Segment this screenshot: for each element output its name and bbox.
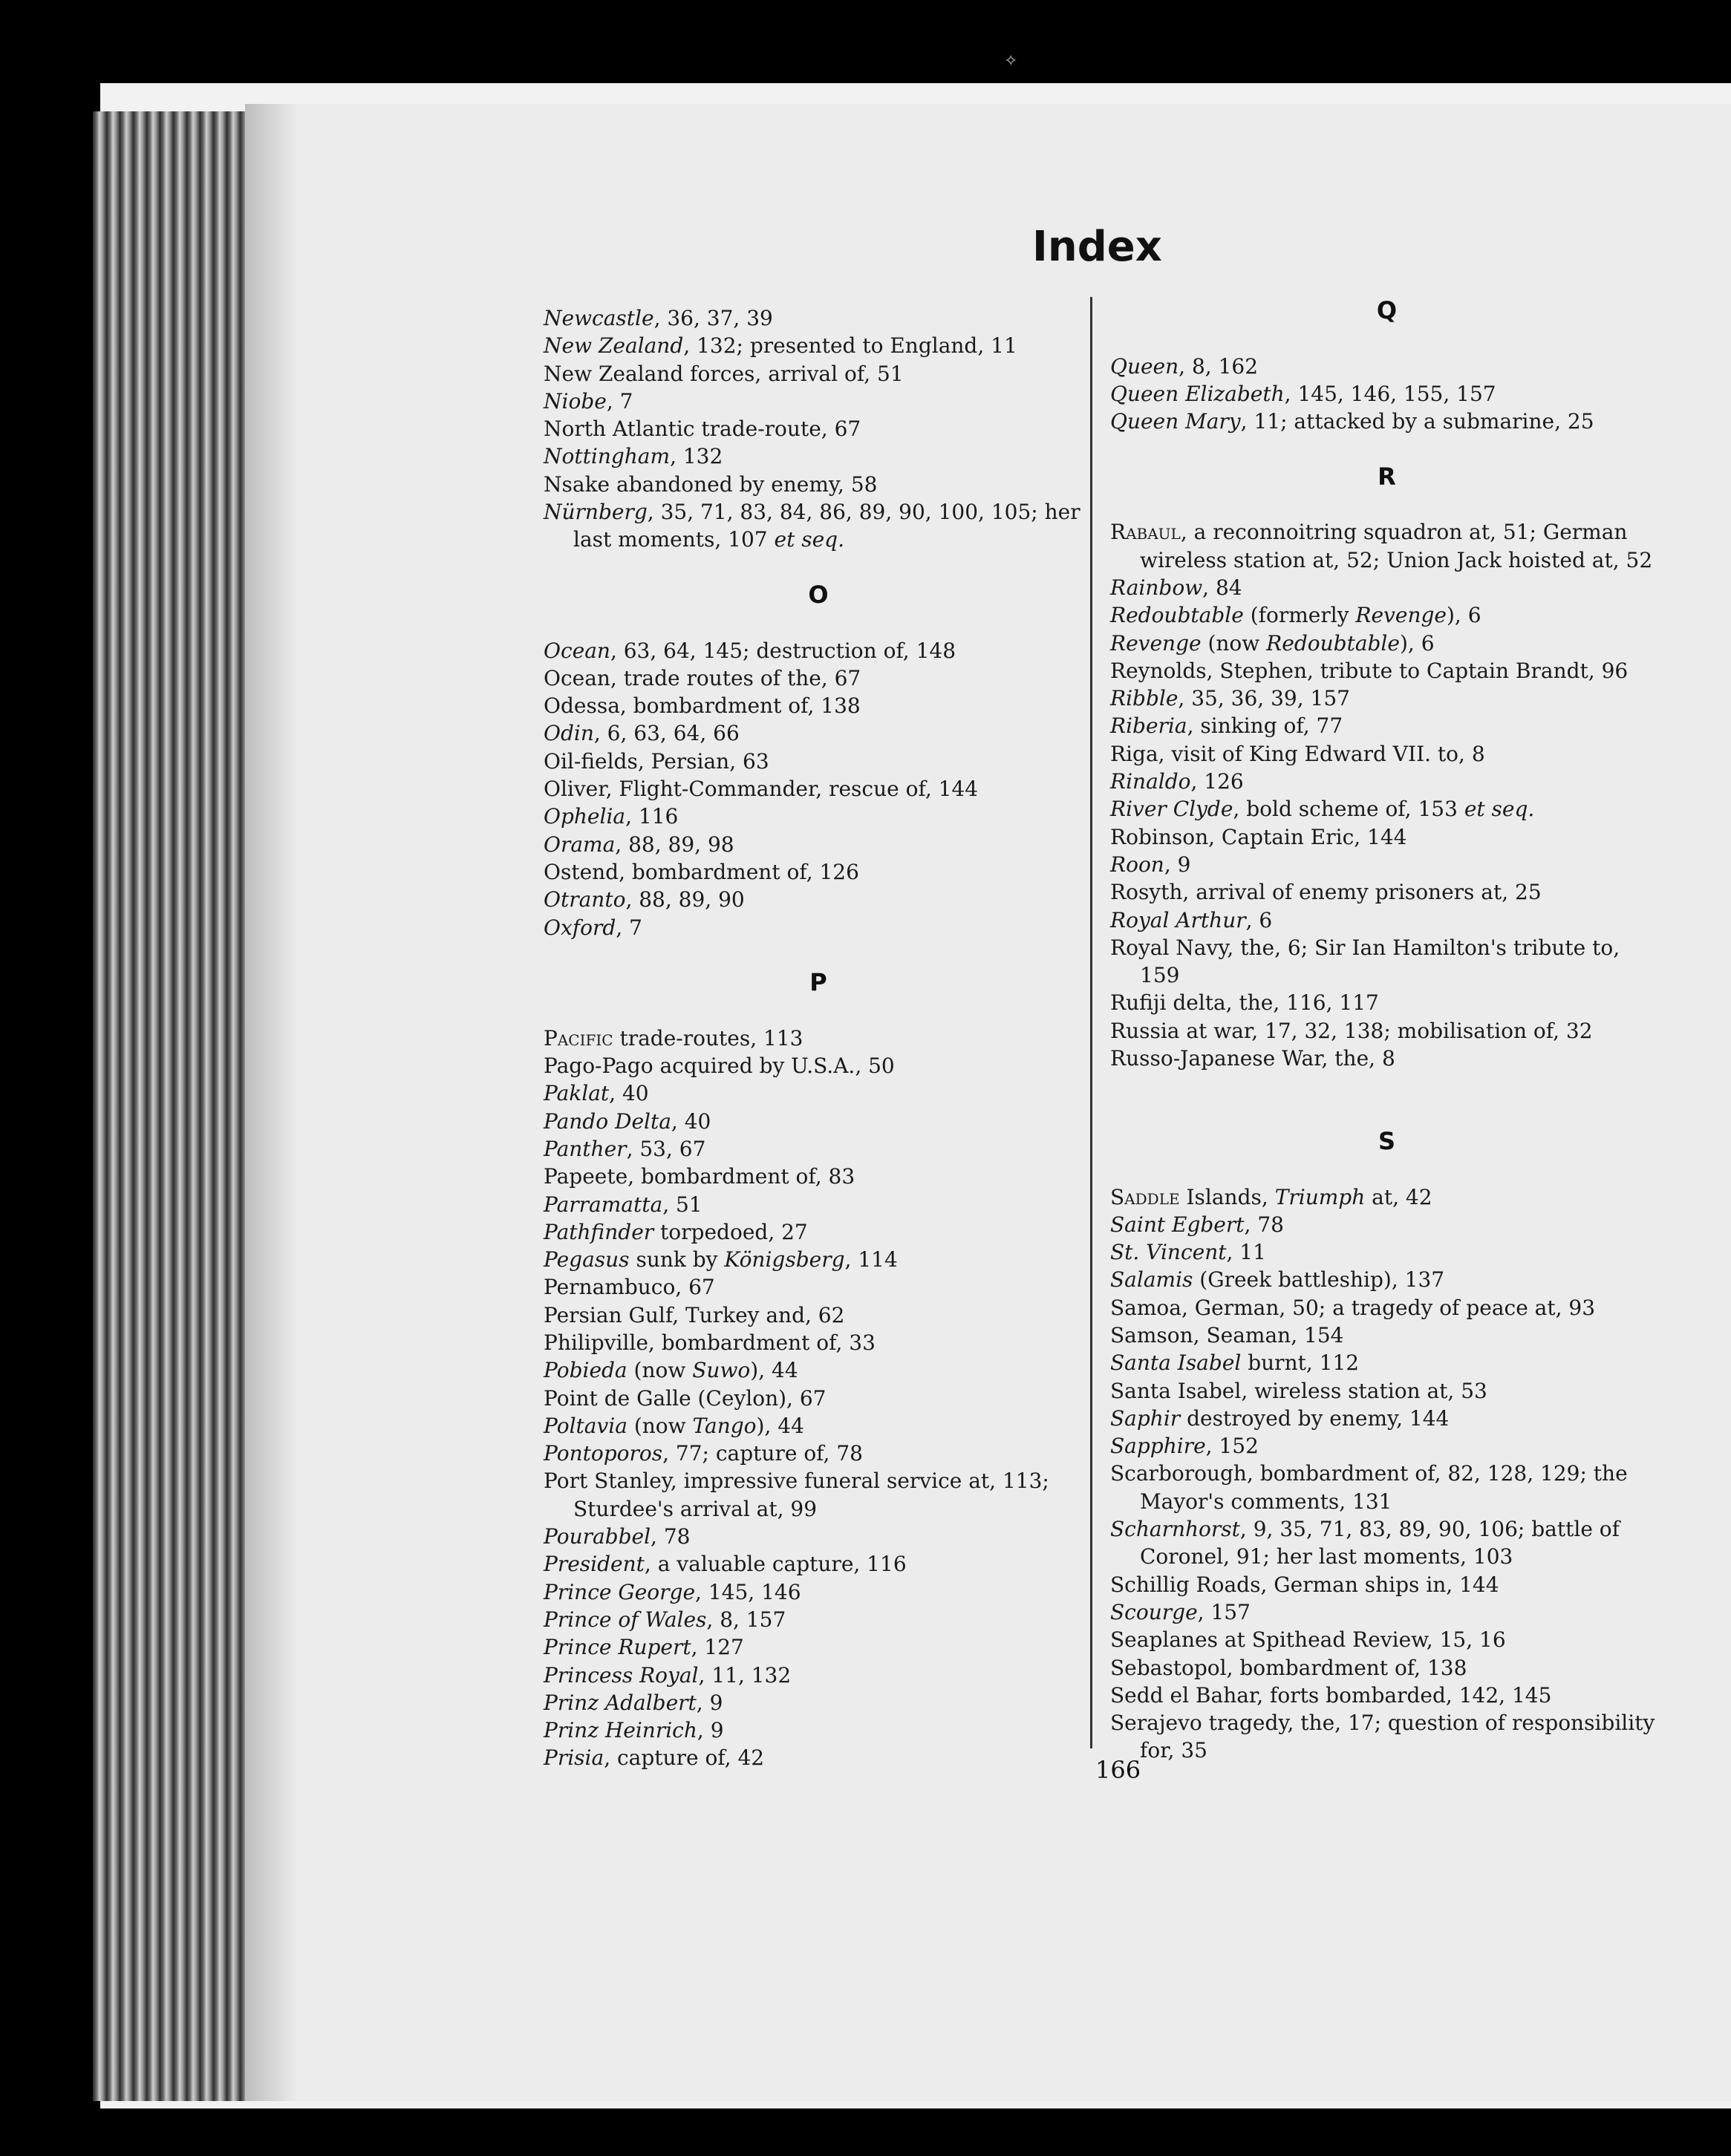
section-letter: Q [1376, 296, 1398, 324]
index-entry: Russia at war, 17, 32, 138; mobilisation of, 32 [1110, 1018, 1593, 1043]
index-entry: Saddle Islands, Triumph at, 42 [1110, 1184, 1432, 1209]
spacer [1110, 491, 1663, 518]
index-entry: Orama, 88, 89, 98 [544, 832, 734, 857]
index-entry: Otranto, 88, 89, 90 [544, 887, 745, 912]
index-entry: Odin, 6, 63, 64, 66 [544, 721, 740, 746]
index-entry: Persian Gulf, Turkey and, 62 [544, 1302, 845, 1327]
index-entry: Salamis (Greek battleship), 137 [1110, 1267, 1445, 1293]
spacer [544, 941, 1093, 969]
index-entry: Queen, 8, 162 [1110, 353, 1259, 379]
index-entry: Prince of Wales, 8, 157 [544, 1607, 786, 1632]
section-letter: S [1378, 1126, 1396, 1155]
index-entry: Samson, Seaman, 154 [1110, 1322, 1344, 1348]
index-entry: Prinz Heinrich, 9 [544, 1718, 724, 1743]
index-entry: Scourge, 157 [1110, 1599, 1251, 1624]
index-entry: Riberia, sinking of, 77 [1110, 713, 1343, 739]
index-entry: Pacific trade-routes, 113 [544, 1025, 803, 1051]
spacer [1110, 1072, 1663, 1100]
index-entry: Ribble, 35, 36, 39, 157 [1110, 686, 1350, 711]
index-entry: Odessa, bombardment of, 138 [544, 693, 861, 719]
index-entry: Queen Elizabeth, 145, 146, 155, 157 [1110, 381, 1496, 406]
index-entry: Queen Mary, 11; attacked by a submarine, 25 [1110, 409, 1594, 434]
spacer [544, 554, 1093, 581]
index-entry: Ocean, trade routes of the, 67 [544, 665, 861, 690]
spacer [544, 609, 1093, 636]
index-entry: St. Vincent, 11 [1110, 1240, 1266, 1265]
index-entry: Nürnberg, 35, 71, 83, 84, 86, 89, 90, 100, 105; her last moments, 107 et seq. [544, 500, 1080, 552]
index-entry: New Zealand forces, arrival of, 51 [544, 361, 904, 386]
index-entry: Oil-fields, Persian, 63 [544, 748, 769, 774]
index-entry: Sebastopol, bombardment of, 138 [1110, 1655, 1467, 1680]
spacer [1110, 1100, 1663, 1128]
index-entry: Nottingham, 132 [544, 444, 723, 469]
index-column-left [544, 304, 1093, 1772]
section-letter: P [809, 968, 827, 997]
spacer [1110, 1155, 1663, 1183]
index-entry: Pontoporos, 77; capture of, 78 [544, 1441, 863, 1466]
page-number: 166 [1095, 1756, 1141, 1784]
index-entry: Pago-Pago acquired by U.S.A., 50 [544, 1054, 895, 1079]
index-entry: Ophelia, 116 [544, 804, 679, 829]
index-entry: Panther, 53, 67 [544, 1136, 706, 1161]
index-entry: Sapphire, 152 [1110, 1434, 1259, 1459]
index-entry: Pando Delta, 40 [544, 1108, 711, 1134]
gutter-shadow [245, 104, 297, 2101]
index-entry: Pourabbel, 78 [544, 1524, 691, 1549]
index-entry: New Zealand, 132; presented to England, 11 [544, 333, 1017, 359]
index-entry: Serajevo tragedy, the, 17; question of responsibility for, 35 [1110, 1711, 1655, 1763]
spacer [1110, 324, 1663, 352]
spacer [1110, 435, 1663, 463]
top-mark: ✧ [1004, 52, 1018, 71]
index-entry: Sedd el Bahar, forts bombarded, 142, 145 [1110, 1682, 1552, 1708]
index-entry: North Atlantic trade-route, 67 [544, 416, 861, 442]
index-entry: Santa Isabel burnt, 112 [1110, 1350, 1360, 1376]
index-entry: Pernambuco, 67 [544, 1275, 715, 1300]
spacer [544, 996, 1093, 1024]
index-entry: Redoubtable (formerly Revenge), 6 [1110, 603, 1481, 628]
index-entry: Revenge (now Redoubtable), 6 [1110, 630, 1435, 656]
section-letter: R [1378, 462, 1396, 491]
index-entry: Russo-Japanese War, the, 8 [1110, 1046, 1395, 1071]
index-entry: Saint Egbert, 78 [1110, 1212, 1284, 1237]
index-entry: Philipville, bombardment of, 33 [544, 1330, 876, 1355]
index-entry: Ocean, 63, 64, 145; destruction of, 148 [544, 638, 956, 663]
index-entry: Robinson, Captain Eric, 144 [1110, 824, 1407, 849]
index-entry: Prince Rupert, 127 [544, 1635, 744, 1660]
index-entry: Santa Isabel, wireless station at, 53 [1110, 1378, 1487, 1403]
index-entry: President, a valuable capture, 116 [544, 1552, 907, 1577]
index-entry: Papeete, bombardment of, 83 [544, 1164, 855, 1189]
index-column-right [1110, 297, 1663, 1765]
index-entry: Prisia, capture of, 42 [544, 1745, 765, 1771]
index-entry: Pobieda (now Suwo), 44 [544, 1358, 798, 1383]
index-entry: Saphir destroyed by enemy, 144 [1110, 1405, 1450, 1431]
index-entry: Pathfinder torpedoed, 27 [544, 1219, 808, 1244]
index-entry: Poltavia (now Tango), 44 [544, 1413, 804, 1438]
index-entry: Seaplanes at Spithead Review, 15, 16 [1110, 1627, 1506, 1653]
index-entry: Rosyth, arrival of enemy prisoners at, 25 [1110, 880, 1542, 905]
index-entry: Samoa, German, 50; a tragedy of peace at, 93 [1110, 1295, 1596, 1320]
index-entry: Prince George, 145, 146 [544, 1579, 801, 1604]
index-entry: Rainbow, 84 [1110, 575, 1242, 600]
index-entry: Roon, 9 [1110, 852, 1191, 877]
index-entry: Princess Royal, 11, 132 [544, 1662, 792, 1688]
index-entry: Port Stanley, impressive funeral service at, 113; Sturdee's arrival at, 99 [544, 1469, 1049, 1521]
index-entry: Scharnhorst, 9, 35, 71, 83, 89, 90, 106; battle of Coronel, 91; her last moments, 103 [1110, 1517, 1620, 1569]
index-entry: Royal Navy, the, 6; Sir Ian Hamilton's tribute to, 159 [1110, 935, 1620, 988]
index-entry: Prinz Adalbert, 9 [544, 1690, 723, 1715]
index-entry: Oxford, 7 [544, 915, 642, 940]
index-entry: Parramatta, 51 [544, 1192, 702, 1217]
index-entry: Scarborough, bombardment of, 82, 128, 129; the Mayor's comments, 131 [1110, 1461, 1628, 1514]
index-entry: Schillig Roads, German ships in, 144 [1110, 1572, 1499, 1597]
index-entry: Rinaldo, 126 [1110, 769, 1244, 794]
section-letter: O [808, 580, 829, 609]
index-entry: River Clyde, bold scheme of, 153 et seq. [1110, 797, 1535, 822]
column-divider [1090, 297, 1092, 1748]
index-entry: Nsake abandoned by enemy, 58 [544, 471, 878, 497]
index-entry: Oliver, Flight-Commander, rescue of, 144 [544, 777, 979, 802]
index-entry: Rufiji delta, the, 116, 117 [1110, 990, 1379, 1016]
index-entry: Royal Arthur, 6 [1110, 907, 1273, 932]
index-entry: Point de Galle (Ceylon), 67 [544, 1385, 827, 1411]
index-entry: Reynolds, Stephen, tribute to Captain Brandt, 96 [1110, 658, 1629, 683]
page-title: Index [1032, 223, 1162, 271]
index-entry: Pegasus sunk by Königsberg, 114 [544, 1247, 898, 1273]
index-entry: Riga, visit of King Edward VII. to, 8 [1110, 741, 1485, 766]
index-entry: Ostend, bombardment of, 126 [544, 859, 859, 884]
index-entry: Niobe, 7 [544, 388, 633, 414]
index-entry: Rabaul, a reconnoitring squadron at, 51; German wireless station at, 52; Union Jack hoisted at, 52 [1110, 520, 1653, 572]
index-entry: Newcastle, 36, 37, 39 [544, 306, 773, 330]
index-entry: Paklat, 40 [544, 1081, 649, 1106]
